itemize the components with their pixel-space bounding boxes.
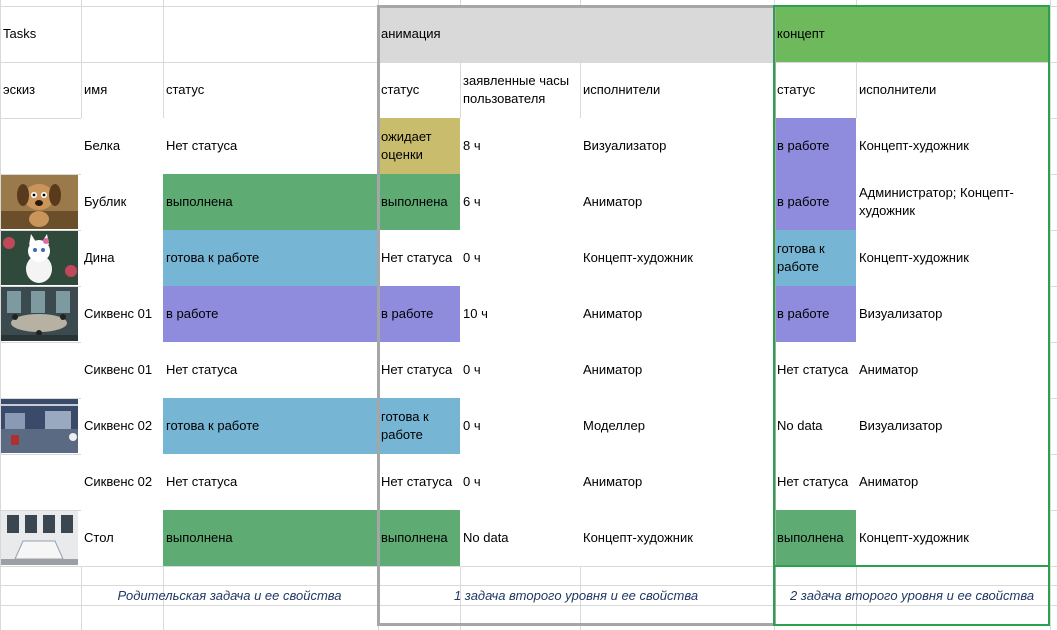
concept-status-cell[interactable]	[774, 454, 856, 510]
concept-status-cell-text: No data	[777, 418, 823, 433]
col-anim-status-label: статус	[381, 82, 420, 97]
concept-assignees-cell-text: Концепт-художник	[859, 530, 969, 545]
anim-hours-cell-text: 10 ч	[463, 306, 488, 321]
white-cat-cartoon-thumbnail[interactable]	[1, 231, 78, 285]
anim-assignees-cell[interactable]	[580, 230, 774, 286]
anim-assignees-cell-text: Моделлер	[583, 418, 645, 433]
anim-status-cell-text: в работе	[381, 306, 434, 321]
concept-status-cell[interactable]	[774, 118, 856, 174]
empty-thumbnail-cell[interactable]	[1, 119, 78, 173]
concept-assignees-cell-text: Администратор; Концепт-художник	[859, 185, 1014, 218]
col-anim-hours-header[interactable]	[460, 62, 580, 118]
concept-assignees-cell-text: Концепт-художник	[859, 138, 969, 153]
task-status-cell[interactable]	[163, 510, 378, 566]
anim-hours-cell[interactable]	[460, 342, 580, 398]
col-status-label: статус	[166, 82, 205, 97]
dog-cartoon-thumbnail[interactable]	[1, 175, 78, 229]
concept-status-cell[interactable]	[774, 342, 856, 398]
concept-status-cell-text: готова к работе	[777, 241, 825, 274]
concept-assignees-cell-text: Концепт-художник	[859, 250, 969, 265]
concept-assignees-cell[interactable]	[856, 118, 1050, 174]
concept-assignees-cell[interactable]	[856, 230, 1050, 286]
anim-status-cell-text: Нет статуса	[381, 474, 453, 489]
animation-header-cell[interactable]	[378, 6, 774, 62]
anim-assignees-cell-text: Аниматор	[583, 362, 643, 377]
anim-hours-cell[interactable]	[460, 454, 580, 510]
anim-status-cell[interactable]	[378, 174, 460, 230]
task-status-cell[interactable]	[163, 286, 378, 342]
task-status-cell-text: выполнена	[166, 530, 233, 545]
anim-hours-cell-text: 0 ч	[463, 362, 481, 377]
task-status-cell-text: Нет статуса	[166, 474, 238, 489]
concept-status-cell-text: выполнена	[777, 530, 844, 545]
anim-hours-cell-text: 0 ч	[463, 474, 481, 489]
anim-status-cell[interactable]	[378, 510, 460, 566]
anim-status-cell[interactable]	[378, 398, 460, 454]
anim-assignees-cell[interactable]	[580, 454, 774, 510]
task-name-cell[interactable]	[81, 454, 163, 510]
anim-assignees-cell[interactable]	[580, 118, 774, 174]
concept-assignees-cell-text: Визуализатор	[859, 306, 943, 321]
anim-assignees-cell[interactable]	[580, 342, 774, 398]
col-anim-status-header[interactable]	[378, 62, 460, 118]
tasks-title: Tasks	[3, 26, 37, 41]
anim-hours-cell-text: 0 ч	[463, 250, 481, 265]
anim-status-cell-text: выполнена	[381, 530, 448, 545]
task-name-cell[interactable]	[81, 398, 163, 454]
task-name-cell-text: Сиквенс 01	[84, 362, 153, 377]
task-name-cell-text: Стол	[84, 530, 114, 545]
concept-assignees-cell-text: Аниматор	[859, 474, 919, 489]
anim-assignees-cell[interactable]	[580, 398, 774, 454]
anim-status-cell-text: Нет статуса	[381, 250, 453, 265]
task-status-cell-text: Нет статуса	[166, 138, 238, 153]
anim-assignees-cell-text: Аниматор	[583, 306, 643, 321]
task-status-cell-text: готова к работе	[166, 250, 260, 265]
empty-thumbnail-cell[interactable]	[1, 343, 78, 397]
task-name-cell-text: Дина	[84, 250, 115, 265]
concept-header-cell[interactable]	[774, 6, 1050, 62]
task-name-cell-text: Белка	[84, 138, 121, 153]
footer-level1-text: 1 задача второго уровня и ее свойства	[453, 587, 699, 603]
anim-status-cell[interactable]	[378, 342, 460, 398]
col-concept-assignees-header[interactable]	[856, 62, 1050, 118]
anim-hours-cell[interactable]	[460, 174, 580, 230]
anim-status-cell[interactable]	[378, 286, 460, 342]
col-anim-hours-label: заявленные часы пользователя	[463, 73, 570, 106]
anim-assignees-cell[interactable]	[580, 174, 774, 230]
concept-status-cell-text: в работе	[777, 138, 830, 153]
anim-assignees-cell[interactable]	[580, 286, 774, 342]
anim-status-cell-text: Нет статуса	[381, 362, 453, 377]
anim-hours-cell-text: No data	[463, 530, 509, 545]
meeting-room-render-thumbnail[interactable]	[1, 287, 78, 341]
concept-assignees-cell[interactable]	[856, 342, 1050, 398]
anim-assignees-cell-text: Концепт-художник	[583, 250, 693, 265]
footer-parent-text: Родительская задача и ее свойства	[117, 587, 342, 603]
footer-level1-caption	[378, 585, 774, 605]
col-concept-status-label: статус	[777, 82, 816, 97]
task-status-cell[interactable]	[163, 454, 378, 510]
gridline-v	[1050, 0, 1051, 630]
anim-status-cell[interactable]	[378, 230, 460, 286]
col-name-header[interactable]	[81, 62, 163, 118]
anim-hours-cell[interactable]	[460, 398, 580, 454]
task-name-cell-text: Бублик	[84, 194, 127, 209]
concept-assignees-cell[interactable]	[856, 510, 1050, 566]
col-name-label: имя	[84, 82, 108, 97]
col-sketch-label: эскиз	[3, 82, 36, 97]
anim-hours-cell-text: 0 ч	[463, 418, 481, 433]
task-name-cell[interactable]	[81, 118, 163, 174]
anim-hours-cell[interactable]	[460, 510, 580, 566]
task-status-cell[interactable]	[163, 342, 378, 398]
anim-assignees-cell-text: Аниматор	[583, 194, 643, 209]
col-sketch-header[interactable]	[0, 62, 81, 118]
concept-status-cell[interactable]	[774, 174, 856, 230]
anim-status-cell-text: готова к работе	[381, 409, 429, 442]
task-status-cell-text: готова к работе	[166, 418, 260, 433]
task-status-cell[interactable]	[163, 174, 378, 230]
anim-hours-cell-text: 8 ч	[463, 138, 481, 153]
task-status-cell-text: Нет статуса	[166, 362, 238, 377]
concept-status-cell-text: Нет статуса	[777, 362, 849, 377]
anim-status-cell[interactable]	[378, 118, 460, 174]
task-name-cell-text: Сиквенс 02	[84, 474, 153, 489]
concept-status-cell[interactable]	[774, 286, 856, 342]
task-status-cell-text: выполнена	[166, 194, 233, 209]
anim-status-cell-text: ожидает оценки	[381, 129, 432, 162]
concept-assignees-cell-text: Аниматор	[859, 362, 919, 377]
concept-assignees-cell[interactable]	[856, 454, 1050, 510]
task-name-cell[interactable]	[81, 230, 163, 286]
anim-hours-cell[interactable]	[460, 118, 580, 174]
col-status-header[interactable]	[163, 62, 378, 118]
office-table-render-thumbnail[interactable]	[1, 511, 78, 565]
anim-assignees-cell-text: Визуализатор	[583, 138, 667, 153]
anim-hours-cell[interactable]	[460, 230, 580, 286]
anim-assignees-cell[interactable]	[580, 510, 774, 566]
footer-level2-text: 2 задача второго уровня и ее свойства	[789, 587, 1035, 603]
tasks-title-cell[interactable]	[0, 6, 378, 62]
concept-status-cell-text: Нет статуса	[777, 474, 849, 489]
task-name-cell[interactable]	[81, 286, 163, 342]
footer-level2-caption	[774, 585, 1050, 605]
hangar-render-thumbnail[interactable]	[1, 399, 78, 453]
concept-status-cell-text: в работе	[777, 306, 830, 321]
anim-status-cell-text: выполнена	[381, 194, 448, 209]
gridline-h	[0, 605, 1057, 606]
concept-assignees-cell[interactable]	[856, 286, 1050, 342]
task-status-cell-text: в работе	[166, 306, 219, 321]
concept-title: концепт	[777, 26, 825, 41]
task-status-cell[interactable]	[163, 230, 378, 286]
task-status-cell[interactable]	[163, 398, 378, 454]
anim-hours-cell[interactable]	[460, 286, 580, 342]
anim-status-cell[interactable]	[378, 454, 460, 510]
task-name-cell-text: Сиквенс 01	[84, 306, 153, 321]
concept-assignees-cell[interactable]	[856, 398, 1050, 454]
col-concept-status-header[interactable]	[774, 62, 856, 118]
concept-assignees-cell-text: Визуализатор	[859, 418, 943, 433]
footer-parent-caption	[81, 585, 378, 605]
col-anim-assignees-label: исполнители	[583, 82, 661, 97]
concept-assignees-cell[interactable]	[856, 174, 1050, 230]
anim-assignees-cell-text: Концепт-художник	[583, 530, 693, 545]
animation-title: анимация	[381, 26, 441, 41]
concept-status-cell-text: в работе	[777, 194, 830, 209]
col-concept-assignees-label: исполнители	[859, 82, 937, 97]
anim-assignees-cell-text: Аниматор	[583, 474, 643, 489]
concept-status-cell[interactable]	[774, 510, 856, 566]
concept-status-cell[interactable]	[774, 398, 856, 454]
gridline-h	[0, 566, 1057, 567]
concept-status-cell[interactable]	[774, 230, 856, 286]
task-name-cell[interactable]	[81, 174, 163, 230]
col-anim-assignees-header[interactable]	[580, 62, 774, 118]
task-status-cell[interactable]	[163, 118, 378, 174]
empty-thumbnail-cell[interactable]	[1, 455, 78, 509]
task-name-cell[interactable]	[81, 510, 163, 566]
task-name-cell[interactable]	[81, 342, 163, 398]
anim-hours-cell-text: 6 ч	[463, 194, 481, 209]
task-name-cell-text: Сиквенс 02	[84, 418, 153, 433]
